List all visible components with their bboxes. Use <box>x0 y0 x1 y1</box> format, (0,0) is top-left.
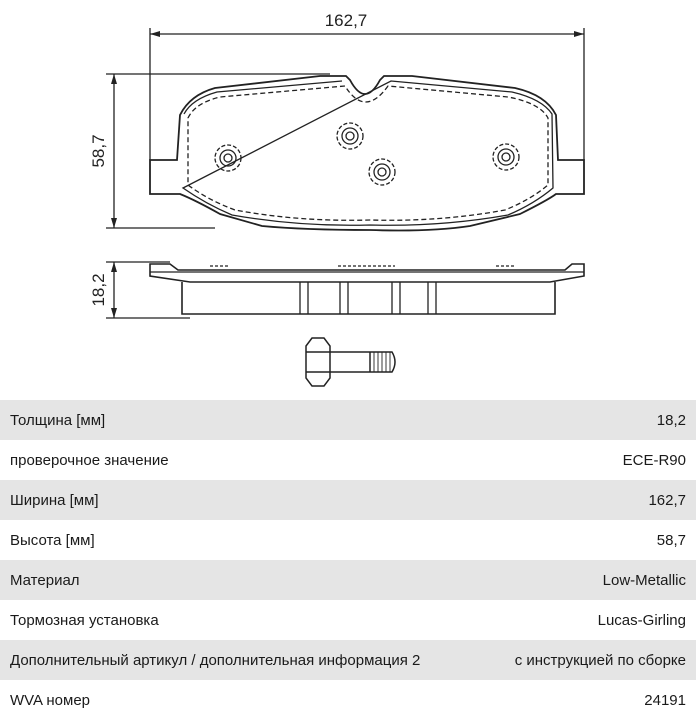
spec-value: с инструкцией по сборке <box>514 651 686 669</box>
spec-value: Lucas-Girling <box>597 611 686 629</box>
specification-table <box>0 400 696 720</box>
thickness-arrow-top <box>111 262 117 272</box>
width-arrow-right <box>574 31 584 37</box>
spec-label: Материал <box>10 571 80 589</box>
spec-row-wva-number <box>0 680 696 720</box>
spec-label: Высота [мм] <box>10 531 95 549</box>
spec-row-height <box>0 520 696 560</box>
rivet-top-center <box>337 123 363 149</box>
thickness-arrow-bottom <box>111 308 117 318</box>
spec-label: проверочное значение <box>10 451 169 469</box>
rivet-left <box>215 145 241 171</box>
spec-row-additional-info <box>0 640 696 680</box>
spec-value: 18,2 <box>656 411 686 429</box>
spec-value: Low-Metallic <box>602 571 686 589</box>
height-label: 58,7 <box>89 134 108 168</box>
spec-label: Тормозная установка <box>10 611 159 629</box>
spec-row-thickness <box>0 400 696 440</box>
spec-label: Толщина [мм] <box>10 411 106 429</box>
width-arrow-left <box>150 31 160 37</box>
spec-row-material <box>0 560 696 600</box>
spec-value: 58,7 <box>656 531 686 549</box>
spec-value: 24191 <box>644 691 686 709</box>
height-arrow-bottom <box>111 218 117 228</box>
spec-value: ECE-R90 <box>622 451 686 469</box>
spec-label: Дополнительный артикул / дополнительная информация 2 <box>10 651 421 669</box>
rivet-center <box>369 159 395 185</box>
spec-row-width <box>0 480 696 520</box>
rivet-right <box>493 144 519 170</box>
spec-value: 162,7 <box>648 491 686 509</box>
height-arrow-top <box>111 74 117 84</box>
spec-label: WVA номер <box>10 691 91 709</box>
spec-row-brake-system <box>0 600 696 640</box>
side-view-friction-block <box>182 282 555 314</box>
bolt-drawing <box>306 338 395 386</box>
thickness-label: 18,2 <box>89 273 108 307</box>
width-label: 162,7 <box>324 11 368 30</box>
spec-label: Ширина [мм] <box>10 491 99 509</box>
spec-row-test-value <box>0 440 696 480</box>
side-view-backing-plate <box>150 264 584 282</box>
